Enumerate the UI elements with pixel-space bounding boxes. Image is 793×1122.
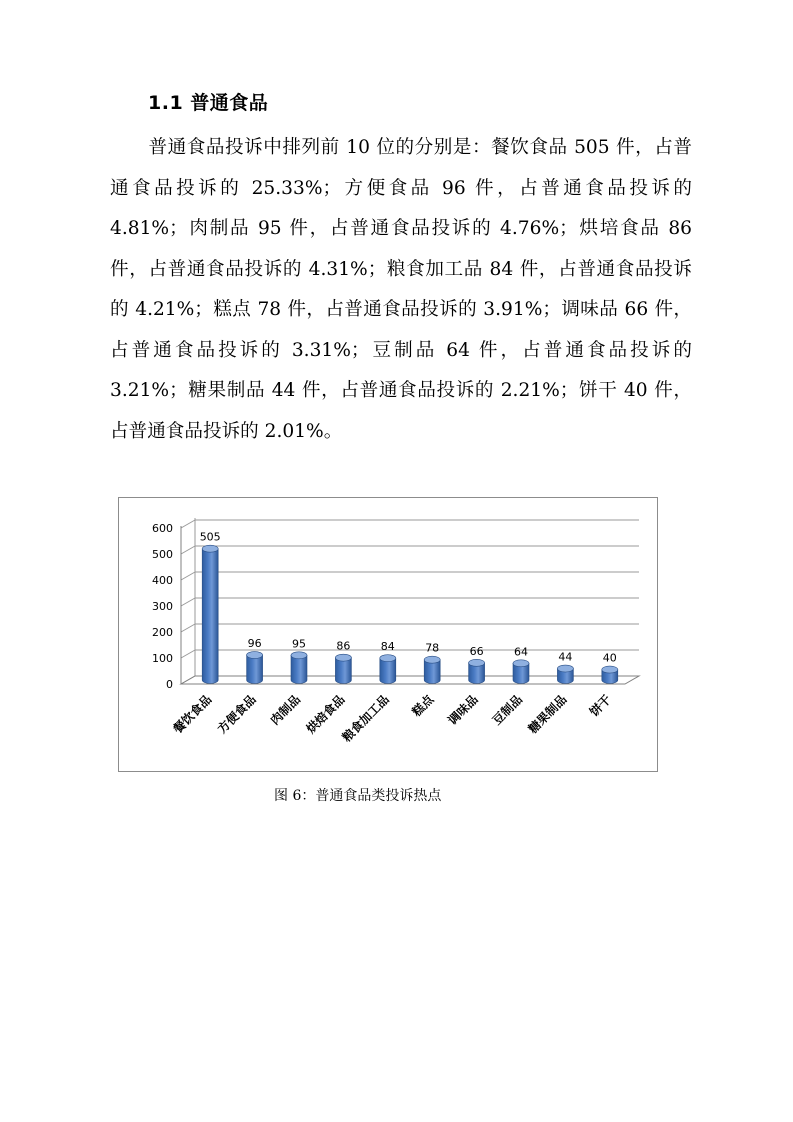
gridline-depth [181, 598, 195, 606]
chart-frame [118, 497, 658, 772]
bar-top [202, 545, 218, 552]
gridline-depth [181, 650, 195, 658]
figure-caption: 图 6：普通食品类投诉热点 [274, 788, 442, 804]
bar [291, 655, 307, 683]
data-label: 44 [558, 650, 573, 664]
data-label: 40 [602, 651, 617, 665]
y-tick-label: 300 [152, 600, 173, 613]
category-label: 方便食品 [214, 692, 259, 737]
y-tick-label: 100 [152, 652, 173, 665]
y-tick-label: 0 [166, 678, 173, 691]
data-label: 96 [247, 637, 262, 651]
y-tick-label: 500 [152, 548, 173, 561]
category-label: 调味品 [445, 692, 481, 728]
data-label: 66 [469, 644, 484, 658]
bar [380, 658, 396, 683]
data-label: 95 [292, 637, 306, 651]
category-label: 豆制品 [489, 692, 526, 728]
section-heading: 1.1 普通食品 [148, 92, 269, 114]
paragraph-text: 普通食品投诉中排列前 10 位的分别是：餐饮食品 505 件，占普通食品投诉的 25.33%；方便食品 96 件，占普通食品投诉的 4.81%；肉制品 95 件，占普通食品投诉的 4.76%；烘培食品 86 件，占普通食品投诉的 4.31%；粮食加工品 84 件，占普通食品投诉的 4.21%；糕点 78 件，占普通食品投诉的 3.91%；调味品 66 件，占普通食品投诉的 3.31%；豆制品 64 件，占普通食品投诉的 3.21%；糖果制品 44 件，占普通食品投诉的 2.21%；饼干 40 件，占普通食品投诉的 2.01%。 [110, 137, 692, 442]
category-label: 饼干 [587, 692, 614, 720]
gridline-depth [181, 572, 195, 580]
bar-top [335, 654, 351, 661]
bar-top [380, 655, 396, 662]
bar-top [247, 652, 263, 659]
gridline-depth [181, 520, 195, 528]
bar-top [557, 665, 573, 672]
body-paragraph [110, 128, 692, 452]
category-label: 糕点 [409, 692, 437, 720]
category-label: 糖果制品 [525, 692, 570, 737]
y-tick-label: 600 [152, 522, 173, 535]
data-label: 505 [199, 530, 221, 544]
bar-chart [119, 498, 656, 770]
category-label: 肉制品 [267, 692, 304, 728]
y-tick-label: 200 [152, 626, 173, 639]
bar [247, 655, 263, 683]
data-label: 86 [336, 639, 351, 653]
data-label: 64 [514, 645, 528, 659]
bar [335, 658, 351, 684]
bar-top [513, 660, 529, 667]
bar-top [291, 652, 307, 659]
data-label: 84 [380, 640, 395, 654]
bar-top [602, 666, 618, 673]
gridline-depth [181, 546, 195, 554]
gridline-depth [181, 624, 195, 632]
data-label: 78 [425, 641, 440, 655]
bar [202, 549, 218, 684]
bar-top [424, 656, 440, 663]
category-label: 粮食加工品 [339, 692, 392, 745]
category-label: 餐饮食品 [170, 692, 215, 737]
y-tick-label: 400 [152, 574, 173, 587]
bar-top [469, 659, 485, 666]
category-label: 烘焙食品 [303, 692, 348, 737]
